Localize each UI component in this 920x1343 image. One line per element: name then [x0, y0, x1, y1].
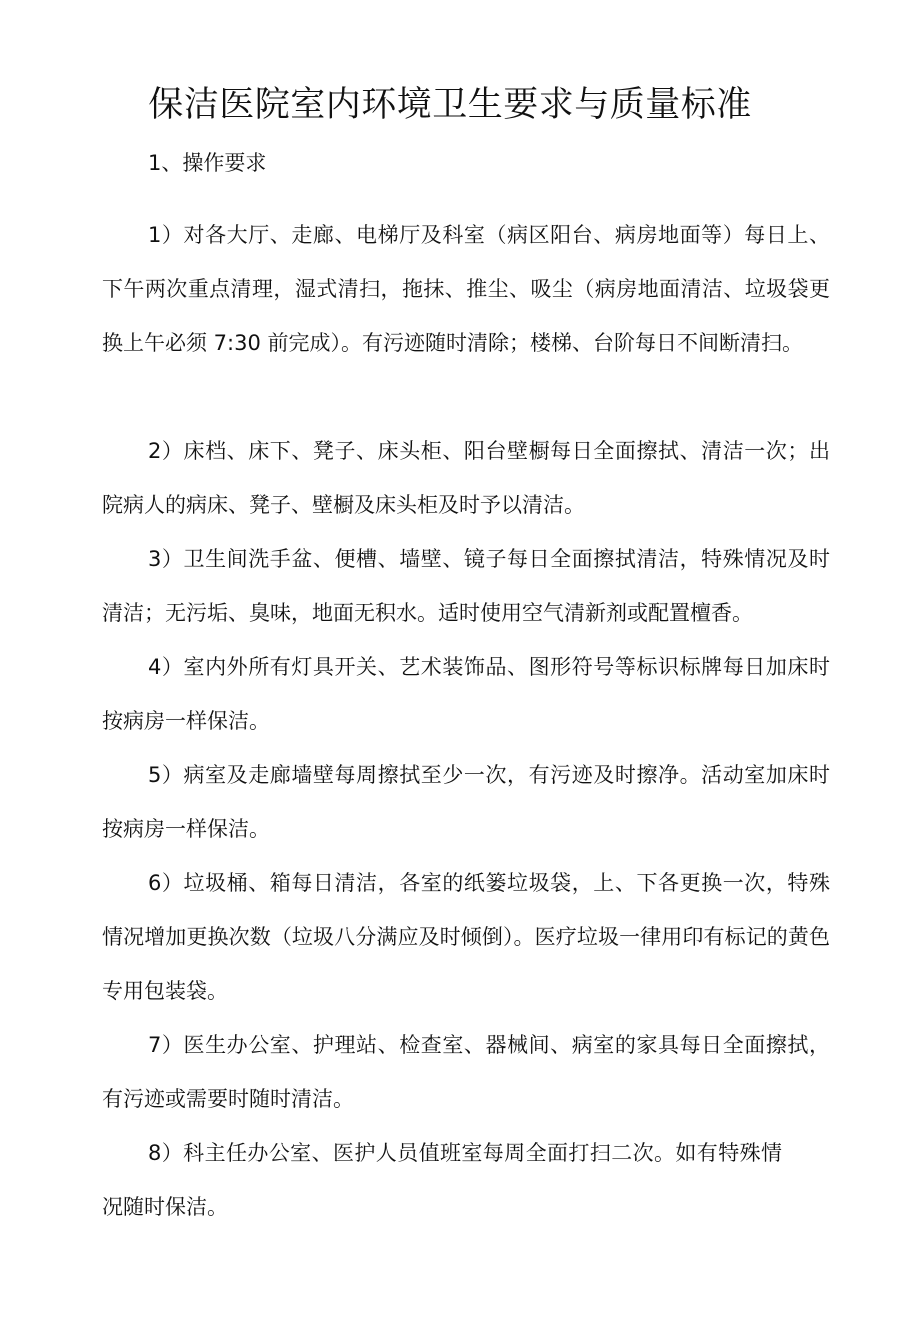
paragraph-6: 6）垃圾桶、箱每日清洁，各室的纸篓垃圾袋，上、下各更换一次，特殊情况增加更换次数（垃圾八分满应及时倾倒）。医疗垃圾一律用印有标记的黄色专用包装袋。 [102, 871, 830, 1003]
paragraph-3: 3）卫生间洗手盆、便槽、墙壁、镜子每日全面擦拭清洁，特殊情况及时清洁；无污垢、臭味，地面无积水。适时使用空气清新剂或配置檀香。 [102, 547, 830, 625]
section-heading: 1、操作要求 [148, 151, 267, 175]
paragraph-4: 4）室内外所有灯具开关、艺术装饰品、图形符号等标识标牌每日加床时按病房一样保洁。 [102, 655, 830, 733]
paragraph-8: 8）科主任办公室、医护人员值班室每周全面打扫二次。如有特殊情况随时保洁。 [102, 1141, 782, 1219]
paragraph-1: 1）对各大厅、走廊、电梯厅及科室（病区阳台、病房地面等）每日上、下午两次重点清理，湿式清扫，拖抹、推尘、吸尘（病房地面清洁、垃圾袋更换上午必须 7:30 前完成）。有污迹随时清除；楼梯、台阶每日不间断清扫。 [102, 223, 830, 355]
paragraph-7: 7）医生办公室、护理站、检查室、器械间、病室的家具每日全面擦拭，有污迹或需要时随时清洁。 [102, 1033, 830, 1111]
document-title: 保洁医院室内环境卫生要求与质量标准 [148, 85, 752, 125]
paragraph-5: 5）病室及走廊墙壁每周擦拭至少一次，有污迹及时擦净。活动室加床时按病房一样保洁。 [102, 763, 830, 841]
paragraph-2: 2）床档、床下、凳子、床头柜、阳台壁橱每日全面擦拭、清洁一次；出院病人的病床、凳子、壁橱及床头柜及时予以清洁。 [102, 439, 830, 517]
